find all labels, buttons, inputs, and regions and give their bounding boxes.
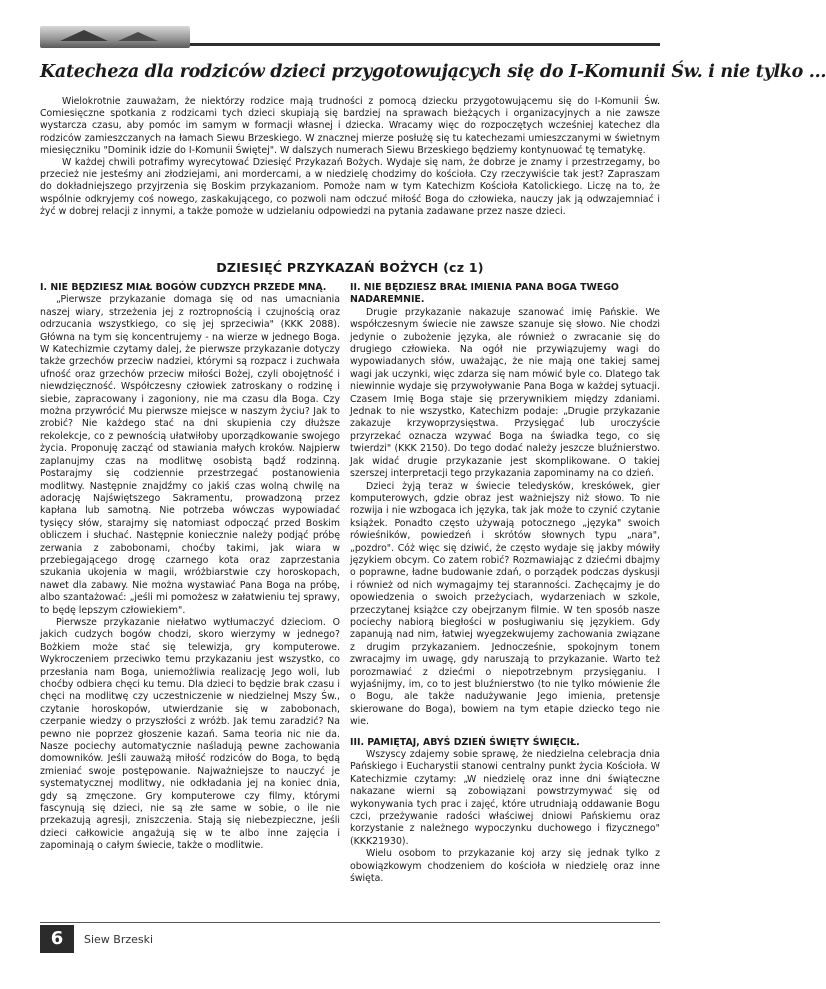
header-photo: [40, 26, 190, 48]
intro: [40, 96, 660, 218]
commandment-1-heading: I. NIE BĘDZIESZ MIAŁ BOGÓW CUDZYCH PRZEDE MNĄ.: [40, 282, 327, 293]
page-number: 6: [40, 925, 74, 953]
header-photo-roof: [60, 30, 108, 41]
right-column: [350, 282, 660, 922]
header-rule: [190, 43, 660, 46]
body-paragraph: Wszyscy zdajemy sobie sprawę, że niedzielna celebracja dnia Pańskiego i Eucharystii stanowi centralny punkt życia Kościoła. W Katechizmie czytamy: „W niedzielę oraz inne dni świąteczne nakazane wierni są zobowiązani powstrzymywać się od wykonywania tych prac i zajęć, które utrudniają oddawanie Bogu czci, przeżywanie radości właściwej dniowi Pańskiemu oraz korzystanie z należnego wypoczynku duchowego i fizycznego" (KKK21930).: [350, 749, 660, 847]
body-paragraph: „Pierwsze przykazanie domaga się od nas umacniania naszej wiary, strzeżenia jej z roztropnością i czujnością oraz odrzucania wszystkiego, co się jej sprzeciwia" (KKK 2088). Główna na tym się koncentrujemy - na wierze w jednego Boga. W Katechizmie czytamy dalej, że pierwsze przykazanie dotyczy także grzechów przeciw nadziei, którymi są rozpacz i zuchwała ufność oraz grzechów przeciw miłości Bożej, czyli obojętność i niewdzięczność. Współczesny człowiek zatroskany o rodzinę i siebie, zapracowany i zagoniony, nie ma czasu dla Boga. Czy można przywrócić Mu pierwsze miejsce w naszym życiu? Jak to zrobić? Nie każdego stać na dni skupienia czy dłuższe rekolekcje, co z pewnością ułatwiłoby uporządkowanie swojego życia. Proponuję zacząć od stawiania małych kroków. Najpierw zaplanujmy czas na modlitwę osobistą bądź rodzinną. Postarajmy się codziennie przestrzegać postanowienia modlitwy. Następnie znajdźmy co jakiś czas wolną chwilę na adorację Najświętszego Sakramentu, prowadzoną przez kapłana lub samotną. Nie potrzeba wówczas wypowiadać tysięcy słów, starajmy się natomiast odpocząć przed Boskim obliczem i słuchać. Następnie koniecznie należy podjąć próbę zerwania z zabobonami, choćby takimi, jak wiara w przebiegającego drogę czarnego kota oraz zaprzestania szukania ukojenia w magii, wróżbiarstwie czy horoskopach, nawet dla zabawy. Nie można wystawiać Pana Boga na próbę, albo szantażować: „jeśli mi pomożesz w załatwieniu tej sprawy, to będę lepszym człowiekiem".: [40, 294, 340, 616]
commandment-3-heading: III. PAMIĘTAJ, ABYŚ DZIEŃ ŚWIĘTY ŚWIĘCIŁ.: [350, 736, 580, 748]
publication-name: Siew Brzeski: [84, 933, 154, 946]
commandment-2-heading: II. NIE BĘDZIESZ BRAŁ IMIENIA PANA BOGA TWEGO NADAREMNIE.: [350, 282, 619, 306]
footer-rule: [40, 922, 660, 923]
body-paragraph: Wielu osobom to przykazanie koj arzy się jednak tylko z obowiązkowym chodzeniem do kościoła w niedzielę oraz inne święta.: [350, 848, 660, 885]
body-paragraph: Pierwsze przykazanie niełatwo wytłumaczyć dzieciom. O jakich cudzych bogów chodzi, skoro wierzymy w jednego? Bożkiem może stać się telewizja, gry komputerowe. Wykroczeniem przeciwko temu przykazaniu jest wszystko, co przesłania nam Boga, uniemożliwia realizację Jego woli, lub choćby odbiera chęci ku temu. Dla dzieci to będzie brak czasu i chęci na modlitwę czy uczestniczenie w niedzielnej Mszy Św., czytanie horoskopów, utwierdzanie się w zabobonach, czerpanie wiedzy o przyszłości z wróżb. Jak temu zaradzić? Na pewno nie poprzez głoszenie kazań. Sama teoria nic nie da. Nasze pociechy automatycznie naśladują pewne zachowania domowników. Jeśli zauważą miłość rodziców do Boga, to będą zmieniać swoje postępowanie. Najważniejsze to nauczyć je systematycznej modlitwy, nie odkładania jej na koniec dnia, gdy są zmęczone. Gry komputerowe czy filmy, którymi fascynują się dzieci, nie są złe same w sobie, o ile nie przekazują agresji, zniszczenia. Stają się niebezpieczne, jeśli dzieci całkowicie angażują się w te albo inne zajęcia i zapominają o całym świecie, także o modlitwie.: [40, 616, 340, 852]
article-title: Katecheza dla rodziców dzieci przygotowujących się do I-Komunii Św. i nie tylko ...: [40, 62, 826, 82]
left-column: [40, 282, 340, 922]
header-photo-roof-2: [118, 32, 158, 41]
spacer: [350, 729, 660, 737]
intro-paragraph: Wielokrotnie zauważam, że niektórzy rodzice mają trudności z pomocą dziecku przygotowującemu się do I-Komunii Św. Comiesięczne spotkania z rodzicami tych dzieci skupiają się bardziej na sprawach bieżących i organizacyjnych a nie zawsze wystarcza czasu, aby pomóc im samym w formacji własnej i dziecka. Wracamy więc do rozpoczętych wcześniej katechez dla rodziców zamieszczanych na łamach Siewu Brzeskiego. W znacznej mierze posłużę się tu katechezami umieszczanymi w świetnym miesięczniku "Dominik idzie do I-Komunii Świętej". W dalszych numerach Siewu Brzeskiego będziemy kontynuować tę tematykę.: [40, 96, 660, 156]
body-paragraph: Dzieci żyją teraz w świecie teledysków, kreskówek, gier komputerowych, gdzie obraz jest ważniejszy niż słowo. To nie rozwija i nie wzbogaca ich języka, tak jak może to czynić czytanie książek. Ponadto często używają potocznego „języka" swoich rówieśników, powiedzeń i skrótów słownych typu „nara", „pozdro". Cóż więc się dziwić, że często wydaje się jakby mówiły językiem obcym. Co zatem robić? Rozmawiając z dziećmi dbajmy o poprawne, ładne budowanie zdań, o porządek podczas dyskusji i również od nich wymagajmy tej staranności. Zachęcajmy je do opowiedzenia o swoich przeżyciach, wydarzeniach w szkole, przeczytanej książce czy obejrzanym filmie. W ten sposób nasze pociechy nabiorą biegłości w posługiwaniu się językiem. Gdy zapanują nad nim, łatwiej wyegzekwujemy zachowania związane z drugim przykazaniem. Jednocześnie, spokojnym tonem zwracajmy im uwagę, gdy naruszają to przykazanie. Warto też porozmawiać z dziećmi o niepotrzebnym przysięganiu. I wyjaśnijmy, im, co to jest bluźnierstwo (to nie tylko mówienie źle o Bogu, ale także nadużywanie Jego imienia, pretensje skierowane do Boga), bowiem na tym etapie dziecko tego nie wie.: [350, 480, 660, 728]
body-paragraph: Drugie przykazanie nakazuje szanować imię Pańskie. We współczesnym świecie nie zawsze szanuje się słowo. Nie chodzi jedynie o zubożenie języka, ale również o zwracanie się do drugiego człowieka. Na ogół nie przywiązujemy wagi do wypowiadanych słów, uważając, że nie mają one takiej samej wagi jak uczynki, więc zdarza się nam mówić byle co. Dlatego tak niewinnie wydaje się przywoływanie Pana Boga w każdej sytuacji. Czasem Imię Boga staje się przerywnikiem między zdaniami. Jednak to nie wszystko, Katechizm podaje: „Drugie przykazanie zakazuje krzywoprzysięstwa. Przysięgać lub uroczyście przyrzekać oznacza wzywać Boga na świadka tego, co się twierdzi" (KKK 2150). Do tego dodać należy jeszcze bluźnierstwo. Jak widać drugie przykazanie jest skomplikowane. O takiej szerszej interpretacji tego przykazania zapominamy na co dzień.: [350, 306, 660, 480]
intro-paragraph: W każdej chwili potrafimy wyrecytować Dziesięć Przykazań Bożych. Wydaje się nam, że dobrze je znamy i przestrzegamy, bo przecież nie jesteśmy ani złodziejami, ani mordercami, a w niedzielę chodzimy do kościoła. Czy rzeczywiście tak jest? Zapraszam do dokładniejszego przyjrzenia się Boskim przykazaniom. Pomoże nam w tym Katechizm Kościoła Katolickiego. Liczę na to, że wspólnie odkryjemy coś nowego, zaskakującego, co pozwoli nam odczuć miłość Boga do człowieka, nauczy jak ją odwzajemniać i żyć w dobrej relacji z innymi, a także pomoże w udzielaniu odpowiedzi na pytania zadawane przez nasze dzieci.: [40, 157, 660, 217]
section-heading: DZIESIĘĆ PRZYKAZAŃ BOŻYCH (cz 1): [216, 260, 484, 275]
